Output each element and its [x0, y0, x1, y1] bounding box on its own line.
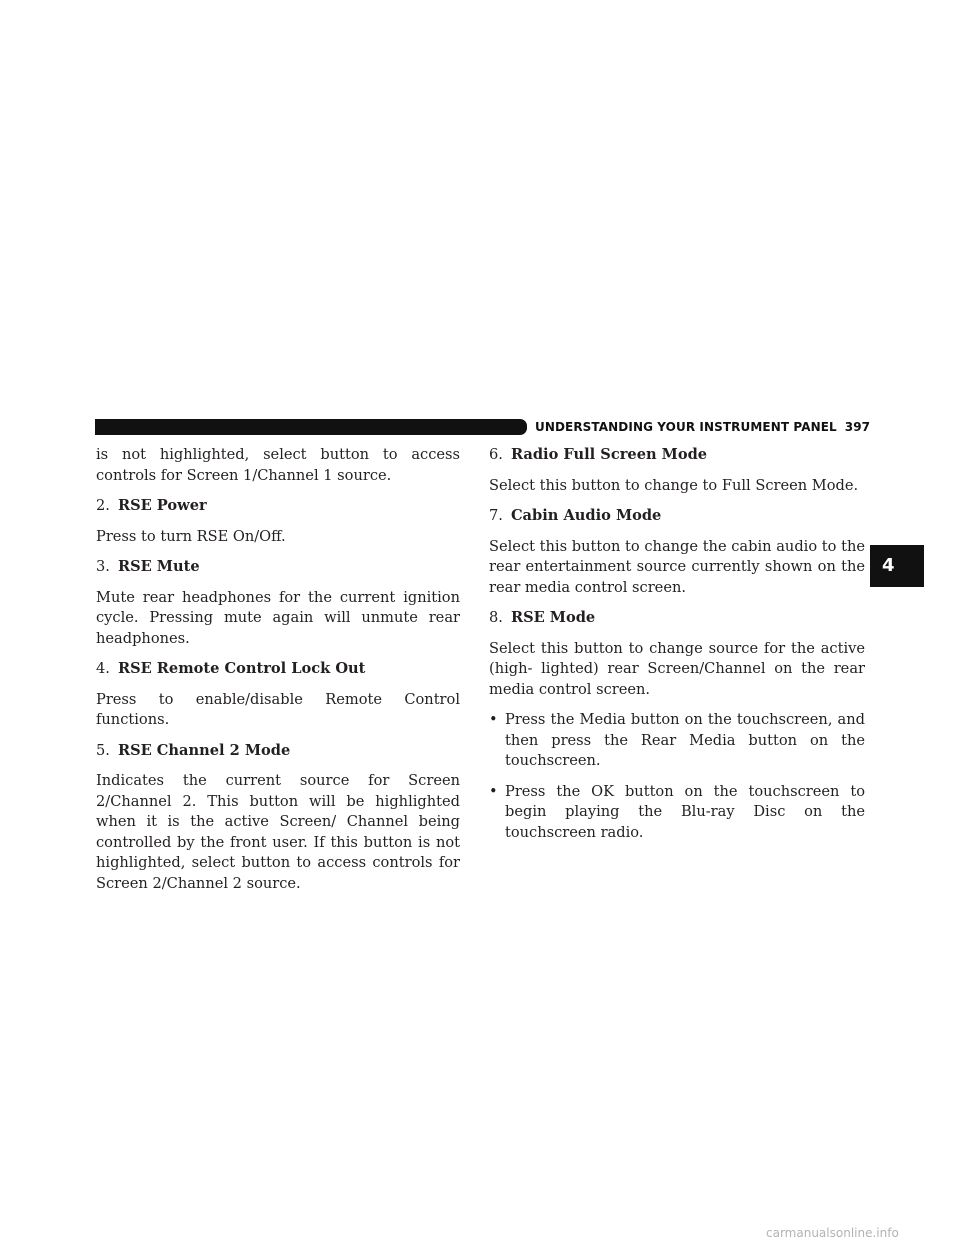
bullet-icon: • — [489, 711, 498, 728]
bullet-icon: • — [489, 782, 498, 800]
item-number: 5. — [96, 741, 110, 759]
watermark: carmanualsonline.info — [766, 1226, 899, 1240]
page-number: 397 — [844, 420, 871, 434]
bullet-list — [489, 710, 865, 843]
item-number: 4. — [96, 660, 110, 677]
item-heading — [489, 445, 865, 466]
item-description: Select this button to change the cabin audio to the rear entertainment source currently shown on the rear media control screen. — [489, 537, 865, 596]
list-item-text: Press the Media button on the touchscreen, and then press the Rear Media button on the touchscreen. — [505, 711, 865, 769]
item-number: 8. — [489, 609, 503, 626]
item-heading — [489, 608, 865, 629]
list-item-text: Press the OK button on the touchscreen to begin playing the Blu-ray Disc on the touchscreen radio. — [505, 782, 865, 841]
right-column — [489, 445, 865, 853]
item-title: Cabin Audio Mode — [510, 507, 662, 524]
item-heading — [96, 741, 460, 762]
section-title: UNDERSTANDING YOUR INSTRUMENT PANEL — [535, 420, 837, 434]
item-title: RSE Remote Control Lock Out — [117, 660, 366, 677]
item-heading — [489, 506, 865, 527]
item-title: RSE Channel 2 Mode — [117, 741, 291, 759]
item-number: 2. — [96, 497, 110, 514]
list-item — [489, 710, 865, 772]
item-title: RSE Mode — [510, 609, 596, 626]
header-rule — [95, 419, 527, 435]
item-description: Mute rear headphones for the current ignition cycle. Pressing mute again will unmute rear headphones. — [96, 588, 460, 647]
item-number: 7. — [489, 507, 503, 524]
item-description: Indicates the current source for Screen 2/Channel 2. This button will be highlighted when it is the active Screen/ Channel being controlled by the front user. If this button is not highlighted, select button to access controls for Screen 2/Channel 2 source. — [96, 772, 460, 892]
item-description: Press to turn RSE On/Off. — [96, 527, 286, 545]
running-header — [535, 419, 870, 435]
item-description: Select this button to change source for the active (high- lighted) rear Screen/Channel on the rear media control screen. — [489, 639, 865, 698]
item-number: 3. — [96, 558, 110, 575]
item-description: Select this button to change to Full Screen Mode. — [489, 476, 859, 494]
item-number: 6. — [489, 446, 503, 463]
intro-paragraph: is not highlighted, select button to access controls for Screen 1/Channel 1 source. — [96, 446, 460, 484]
item-heading — [96, 496, 460, 517]
item-title: RSE Mute — [117, 558, 200, 575]
chapter-tab: 4 — [870, 545, 924, 587]
item-heading — [96, 659, 460, 680]
item-heading — [96, 557, 460, 578]
item-description: Press to enable/disable Remote Control functions. — [96, 690, 460, 728]
item-title: RSE Power — [117, 497, 207, 514]
list-item — [489, 782, 865, 844]
left-column — [96, 445, 460, 904]
item-title: Radio Full Screen Mode — [510, 446, 708, 463]
